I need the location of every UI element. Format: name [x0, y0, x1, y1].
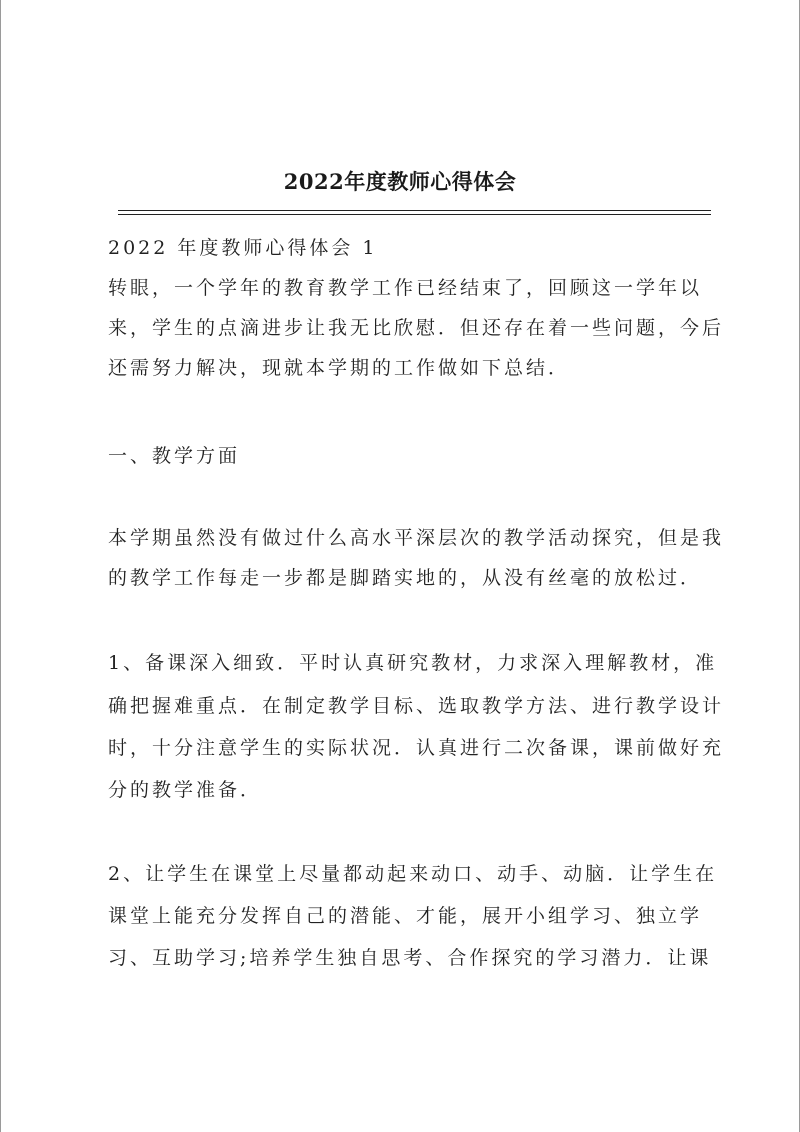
paragraph-line: 时，十分注意学生的实际状况．认真进行二次备课，课前做好充 [108, 737, 725, 759]
paragraph-line: 确把握难重点．在制定教学目标、选取教学方法、进行教学设计 [108, 695, 725, 717]
title-underline-top [118, 210, 711, 211]
paragraph-line: 还需努力解决，现就本学期的工作做如下总结． [108, 357, 571, 379]
paragraph-line: 课堂上能充分发挥自己的潜能、才能，展开小组学习、独立学 [108, 905, 703, 927]
document-title: 2022年度教师心得体会 [283, 169, 517, 194]
paragraph-line: 来，学生的点滴进步让我无比欣慰．但还存在着一些问题，今后 [108, 317, 725, 339]
paragraph-line: 分的教学准备． [108, 779, 263, 801]
paragraph-line: 转眼，一个学年的教育教学工作已经结束了，回顾这一学年以 [108, 277, 703, 299]
title-underline-bottom [118, 214, 711, 215]
paragraph-line: 习、互助学习;培养学生独自思考、合作探究的学习潜力．让课 [108, 947, 712, 969]
section-heading: 2022 年度教师心得体会 1 [108, 237, 378, 259]
paragraph-line: 本学期虽然没有做过什么高水平深层次的教学活动探究，但是我 [108, 527, 725, 549]
paragraph-line: 2、让学生在课堂上尽量都动起来动口、动手、动脑．让学生在 [108, 863, 718, 885]
paragraph-line: 的教学工作每走一步都是脚踏实地的，从没有丝毫的放松过． [108, 567, 703, 589]
paragraph-line: 1、备课深入细致．平时认真研究教材，力求深入理解教材，准 [108, 652, 718, 674]
section-heading: 一、教学方面 [108, 445, 241, 467]
